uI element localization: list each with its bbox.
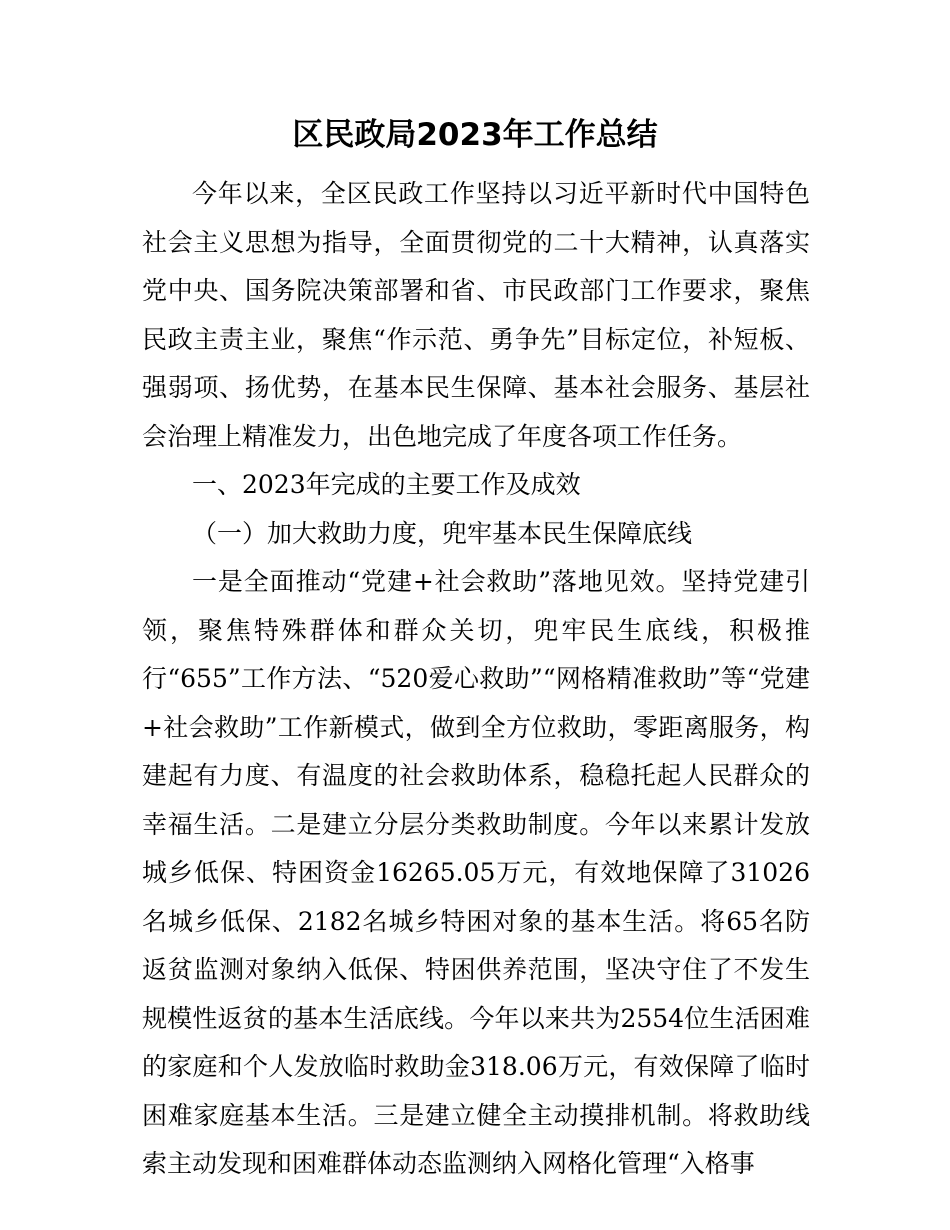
section-heading: 一、2023年完成的主要工作及成效 — [192, 470, 581, 499]
intro-paragraph: 今年以来，全区民政工作坚持以习近平新时代中国特色社会主义思想为指导，全面贯彻党的二十大精神，认真落实党中央、国务院决策部署和省、市民政部门工作要求，聚焦民政主责主业，聚焦“作示范、勇争先”目标定位，补短板、强弱项、扬优势，在基本民生保障、基本社会服务、基层社会治理上精准发力，出色地完成了年度各项工作任务。 — [142, 179, 810, 451]
document-title: 区民政局2023年工作总结 — [292, 117, 658, 153]
body-paragraph: 一是全面推动“党建+社会救助”落地见效。坚持党建引领，聚焦特殊群体和群众关切，兜牢民生底线，积极推行“655”工作方法、“520爱心救助”“网格精准救助”等“党建+社会救助”工作新模式，做到全方位救助，零距离服务，构建起有力度、有温度的社会救助体系，稳稳托起人民群众的幸福生活。二是建立分层分类救助制度。今年以来累计发放城乡低保、特困资金16265.05万元，有效地保障了31026名城乡低保、2182名城乡特困对象的基本生活。将65名防返贫监测对象纳入低保、特困供养范围，坚决守住了不发生规模性返贫的基本生活底线。今年以来共为2554位生活困难的家庭和个人发放临时救助金318.06万元，有效保障了临时困难家庭基本生活。三是建立健全主动摸排机制。将救助线索主动发现和困难群体动态监测纳入网格化管理“入格事 — [142, 567, 810, 1178]
document-body — [142, 170, 810, 1189]
subsection-heading: （一）加大救助力度，兜牢基本民生保障底线 — [192, 518, 693, 548]
